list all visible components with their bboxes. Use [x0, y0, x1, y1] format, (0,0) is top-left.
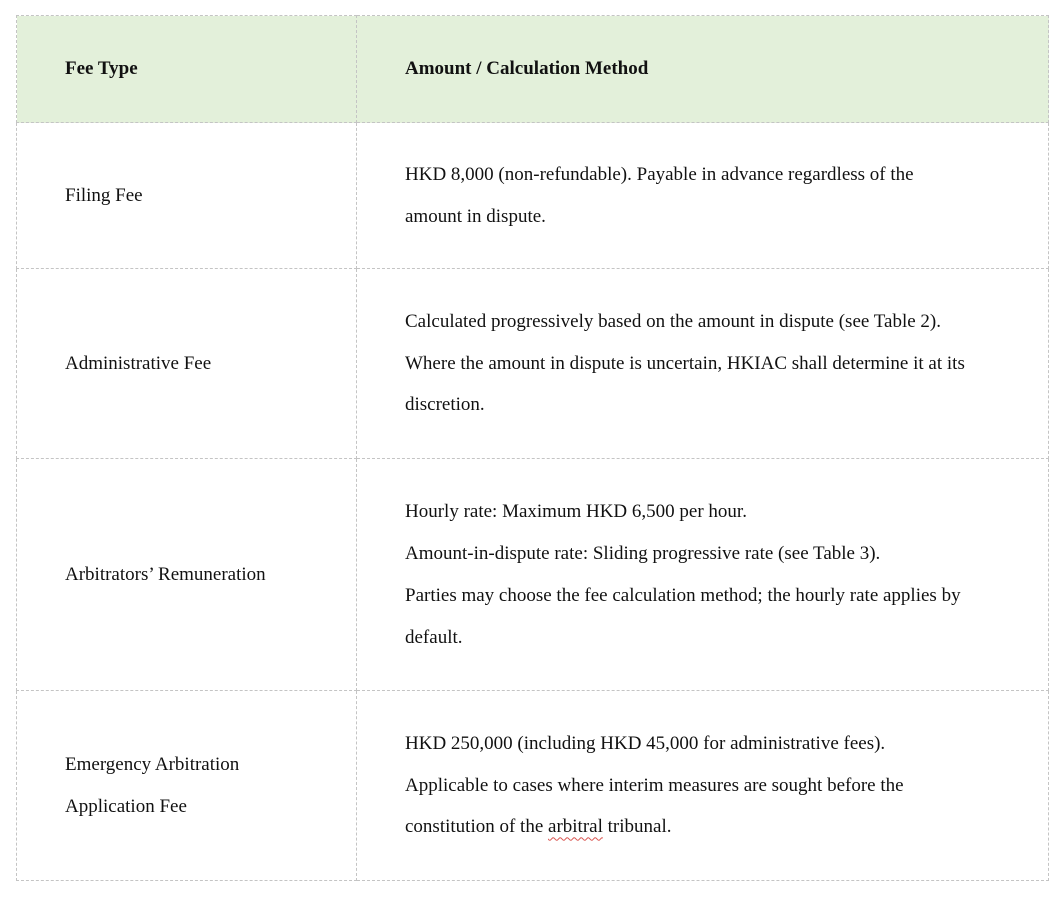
table-header-row: [17, 16, 1049, 123]
amount-text: Hourly rate: Maximum HKD 6,500 per hour.: [405, 500, 747, 522]
amount-text: default.: [405, 626, 463, 648]
header-amount-label: Amount / Calculation Method: [405, 58, 649, 79]
table-row: [17, 691, 1049, 881]
fee-type-cell: [17, 269, 357, 459]
fee-type-text: Administrative Fee: [65, 352, 212, 374]
amount-text: constitution of the: [405, 816, 549, 838]
fee-type-text: Arbitrators’ Remuneration: [65, 563, 266, 585]
fee-type-cell: [17, 123, 357, 269]
fee-type-text: Emergency Arbitration: [65, 754, 240, 775]
table-row: [17, 459, 1049, 691]
fee-type-text: Application Fee: [65, 795, 187, 817]
amount-text: HKD 250,000 (including HKD 45,000 for administrative fees).: [405, 733, 886, 755]
amount-text: discretion.: [405, 394, 485, 416]
amount-cell: [357, 459, 1049, 691]
table-row: [17, 123, 1049, 269]
fee-type-cell: [17, 691, 357, 881]
amount-cell: [357, 691, 1049, 881]
amount-cell: [357, 123, 1049, 269]
amount-cell: [357, 269, 1049, 459]
amount-text: HKD 8,000 (non-refundable). Payable in advance regardless of the: [405, 164, 914, 185]
fee-table: [16, 15, 1049, 881]
amount-text: Applicable to cases where interim measures are sought before the: [405, 774, 904, 796]
header-fee-type-label: Fee Type: [65, 58, 138, 79]
amount-text: Where the amount in dispute is uncertain, HKIAC shall determine it at its: [405, 352, 965, 374]
amount-line: [405, 806, 1008, 848]
amount-text: Amount-in-dispute rate: Sliding progressive rate (see Table 3).: [405, 542, 881, 564]
amount-text: tribunal.: [602, 816, 672, 838]
fee-type-cell: [17, 459, 357, 691]
amount-text: amount in dispute.: [405, 205, 546, 227]
fee-type-text: Filing Fee: [65, 184, 143, 206]
spellcheck-word: arbitral: [548, 816, 603, 838]
amount-text: Parties may choose the fee calculation method; the hourly rate applies by: [405, 584, 961, 606]
header-amount: [357, 16, 1049, 123]
amount-text: Calculated progressively based on the amount in dispute (see Table 2).: [405, 311, 941, 333]
header-fee-type: [17, 16, 357, 123]
table-row: [17, 269, 1049, 459]
